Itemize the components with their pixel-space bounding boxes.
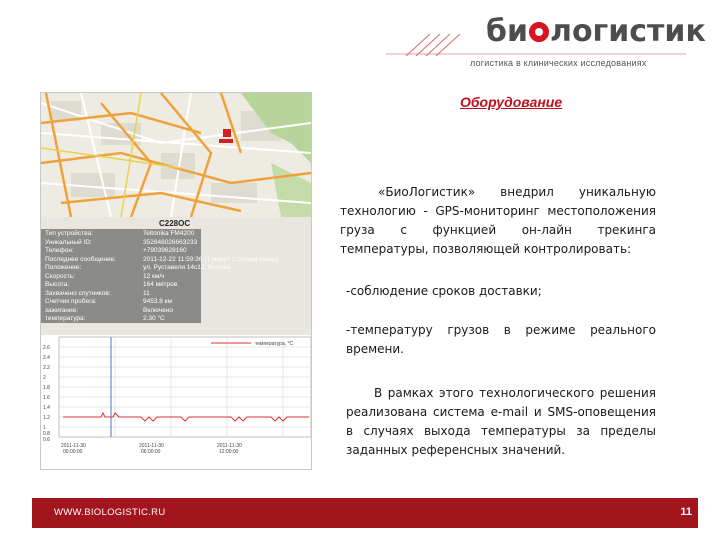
y-tick: 0.8 xyxy=(43,431,50,437)
notification-paragraph: В рамках этого технологического решения реализована система e-mail и SMS-оповещения в случаях выхода температуры за пределы заданных референсных значений. xyxy=(346,386,656,457)
info-row: Положение: ул. Руставели 14с12, Москва xyxy=(45,264,231,271)
x-tick-date: 2011-11-30 xyxy=(139,443,164,449)
y-tick: 0.6 xyxy=(43,437,50,443)
x-tick-date: 2011-11-30 xyxy=(217,443,242,449)
y-tick: 2.2 xyxy=(43,365,50,371)
x-tick-date: 2011-11-30 xyxy=(61,443,86,449)
info-row: Уникальный ID: 352848026663233 xyxy=(45,238,198,246)
info-row: Счетчик пробега: 9453.8 км xyxy=(45,298,172,305)
intro-paragraph: «БиоЛогистик» внедрил уникальную технологию - GPS-мониторинг местоположения груза с функцией он-лайн трекинга температуры, позволяющей контролировать: xyxy=(340,185,656,256)
info-row: Телефон: +79039628160 xyxy=(45,247,187,254)
city-map xyxy=(41,93,311,217)
page-title: Оборудование xyxy=(460,94,563,110)
bullet-temperature: -температуру грузов в режиме реального времени. xyxy=(346,323,656,356)
x-tick-time: 12:00:00 xyxy=(219,449,239,455)
y-tick: 1.4 xyxy=(43,405,50,411)
vehicle-id: С228ОС xyxy=(159,219,191,228)
info-row: зажигание: Включено xyxy=(45,306,173,314)
info-row: Захвачено спутников: 11 xyxy=(45,289,150,297)
logo-ring-icon xyxy=(529,22,549,42)
bullet-delivery: -соблюдение сроков доставки; xyxy=(346,284,542,298)
y-tick: 2 xyxy=(43,375,46,381)
info-row: Тип устройства: Teltonika FM4200 xyxy=(45,230,195,237)
temperature-chart xyxy=(41,335,311,469)
y-tick: 2.6 xyxy=(43,345,50,351)
info-row: Высота: 164 метров xyxy=(45,281,178,288)
info-row: температура: 2.30 °C xyxy=(45,315,165,322)
tagline: логистика в клинических исследованиях xyxy=(470,58,647,68)
footer-website-link[interactable]: WWW.BIOLOGISTIC.RU xyxy=(54,507,166,518)
logo-text-end: логистик xyxy=(549,14,706,49)
y-tick: 1.6 xyxy=(43,395,50,401)
y-tick: 1.2 xyxy=(43,415,50,421)
y-tick: 1.8 xyxy=(43,385,50,391)
chart-legend: температура, °C xyxy=(255,341,294,347)
y-tick: 2.4 xyxy=(43,355,50,361)
logo-text-start: би xyxy=(486,14,528,49)
x-tick-time: 06:00:00 xyxy=(141,449,161,455)
y-tick: 1 xyxy=(43,425,46,431)
x-tick-time: 00:00:00 xyxy=(63,449,83,455)
info-row: Последнее сообщение: 2011-12-22 11:59:36 (1 минут 2 секунд назад) xyxy=(45,255,279,263)
company-logo xyxy=(486,14,706,54)
page-number: 11 xyxy=(680,506,692,518)
monitoring-screenshot xyxy=(40,92,312,470)
footer xyxy=(0,498,720,540)
info-row: Скорость: 12 км/ч xyxy=(45,272,165,280)
